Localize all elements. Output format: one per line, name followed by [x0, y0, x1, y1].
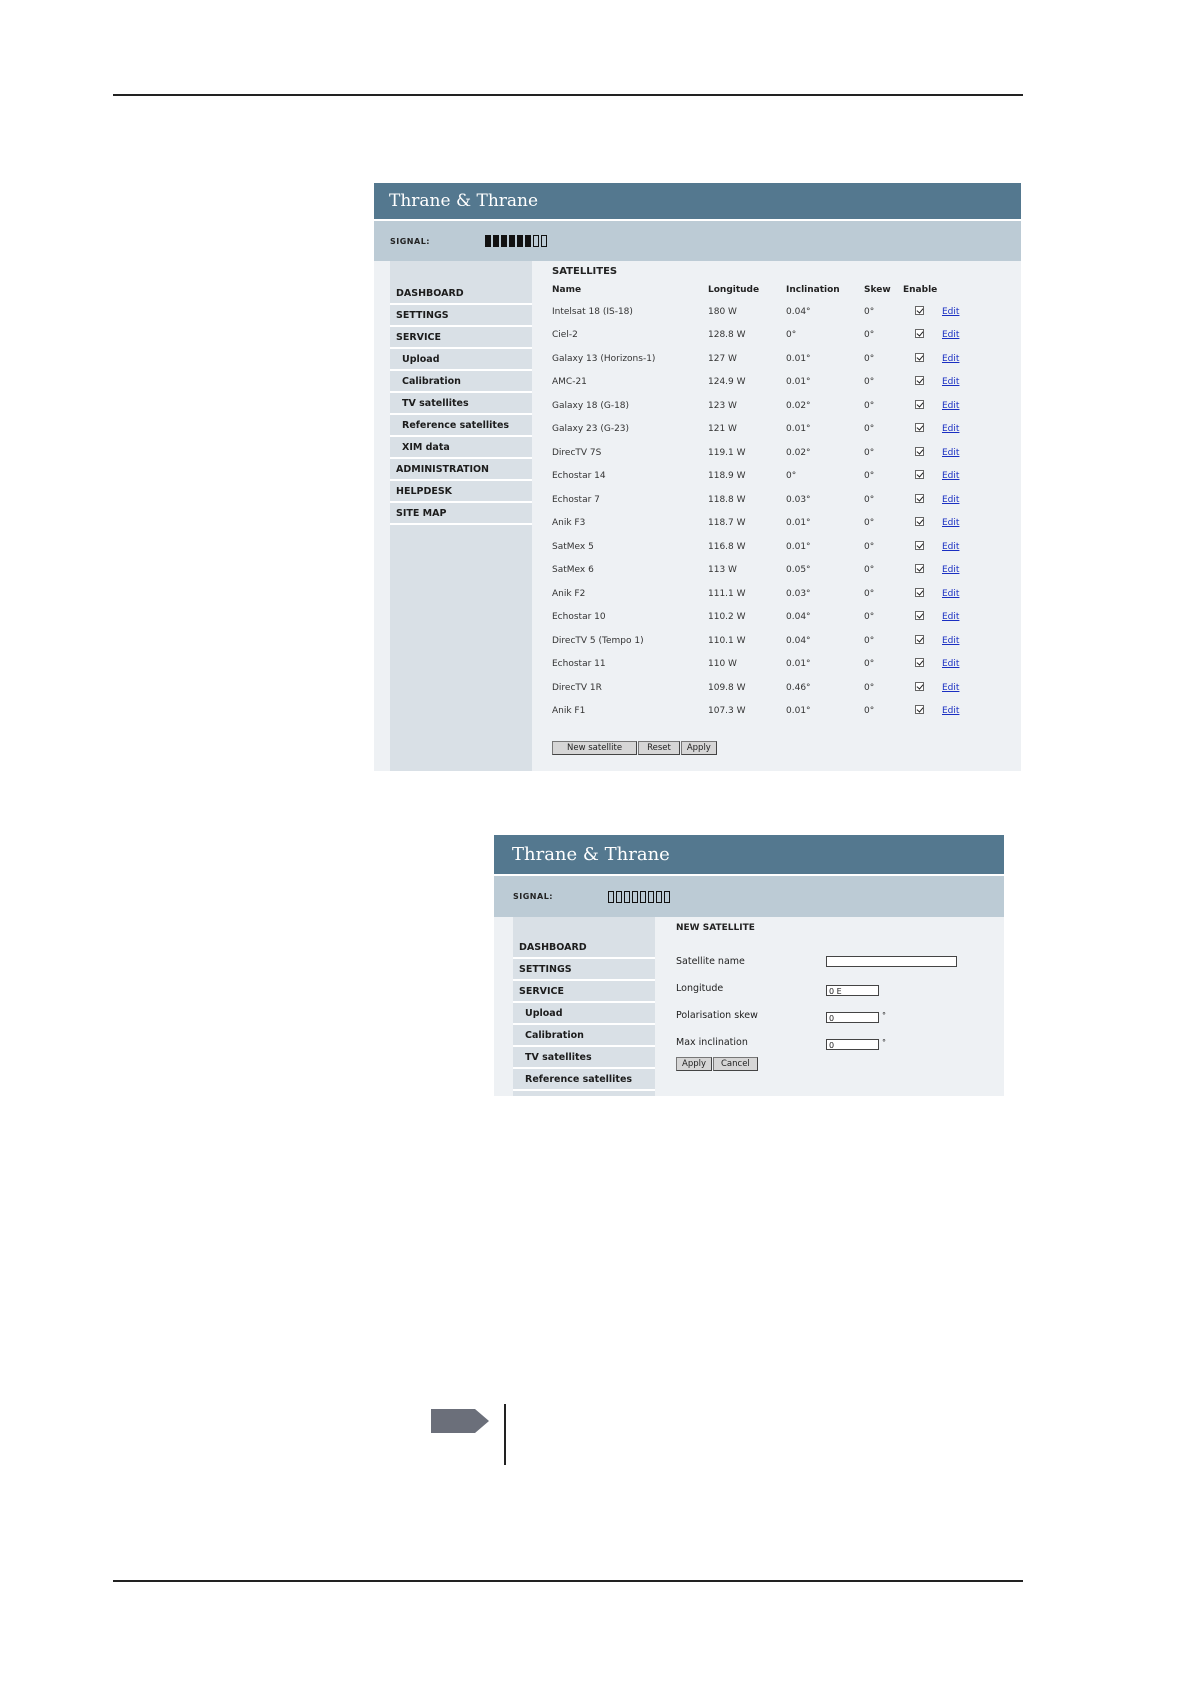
table-row	[552, 582, 982, 606]
enable-checkbox[interactable]	[915, 306, 924, 315]
cell-inclination: 0.46°	[786, 682, 811, 693]
cell-longitude: 119.1 W	[708, 447, 746, 458]
cell-edit	[942, 653, 982, 677]
enable-checkbox[interactable]	[915, 682, 924, 691]
column-header-name: Name	[552, 285, 582, 295]
signal-meter	[608, 891, 670, 903]
cell-inclination: 0.03°	[786, 494, 811, 505]
edit-link[interactable]: Edit	[942, 541, 960, 552]
table-row	[552, 653, 982, 677]
cell-enable	[903, 371, 942, 395]
sidebar-item-service[interactable]: SERVICE	[390, 327, 532, 349]
cell-name: DirecTV 7S	[552, 447, 602, 458]
edit-link[interactable]: Edit	[942, 306, 960, 317]
edit-link[interactable]: Edit	[942, 659, 960, 670]
apply-button[interactable]: Apply	[676, 1057, 712, 1071]
cell-enable	[903, 465, 942, 489]
table-header-row	[552, 280, 982, 300]
new-satellite-screenshot	[494, 835, 1004, 1096]
brand-logo-text: Thrane & Thrane	[389, 191, 539, 211]
cell-skew: 0°	[864, 588, 875, 599]
cell-skew: 0°	[864, 659, 875, 670]
cell-name: Echostar 14	[552, 471, 606, 482]
cell-edit	[942, 488, 982, 512]
cell-enable	[903, 676, 942, 700]
enable-checkbox[interactable]	[915, 517, 924, 526]
edit-link[interactable]: Edit	[942, 447, 960, 458]
cell-skew: 0°	[864, 471, 875, 482]
cell-name: Echostar 7	[552, 494, 600, 505]
cell-longitude: 123 W	[708, 400, 737, 411]
signal-bar	[494, 876, 1004, 917]
edit-link[interactable]: Edit	[942, 400, 960, 411]
longitude-input[interactable]: 0 E	[826, 985, 879, 996]
enable-checkbox[interactable]	[915, 494, 924, 503]
note-divider	[504, 1404, 506, 1465]
reset-button[interactable]: Reset	[638, 741, 680, 755]
cell-name: DirecTV 1R	[552, 682, 602, 693]
signal-block	[541, 235, 547, 247]
note-arrow-icon	[431, 1407, 491, 1435]
edit-link[interactable]: Edit	[942, 635, 960, 646]
edit-link[interactable]: Edit	[942, 494, 960, 505]
edit-link[interactable]: Edit	[942, 706, 960, 717]
enable-checkbox[interactable]	[915, 423, 924, 432]
apply-button[interactable]: Apply	[681, 741, 717, 755]
table-row	[552, 512, 982, 536]
cell-enable	[903, 394, 942, 418]
signal-label: SIGNAL:	[390, 236, 430, 246]
sidebar-nav	[513, 917, 655, 1096]
cell-edit	[942, 441, 982, 465]
max-inclination-label: Max inclination	[676, 1037, 748, 1048]
sidebar-item-reference-satellites[interactable]: Reference satellites	[513, 1069, 655, 1091]
cell-longitude: 110 W	[708, 659, 737, 670]
sidebar-item-xim-data[interactable]: XIM data	[390, 437, 532, 459]
cell-skew: 0°	[864, 353, 875, 364]
cell-enable	[903, 700, 942, 724]
sidebar-item-upload[interactable]: Upload	[390, 349, 532, 371]
satellites-table	[552, 280, 982, 723]
table-button-bar	[552, 741, 1012, 755]
cell-inclination: 0.05°	[786, 565, 811, 576]
cell-longitude: 109.8 W	[708, 682, 746, 693]
enable-checkbox[interactable]	[915, 470, 924, 479]
satellite-name-input[interactable]	[826, 956, 957, 967]
max-inclination-input[interactable]: 0	[826, 1039, 879, 1050]
longitude-label: Longitude	[676, 983, 724, 994]
cell-name: SatMex 5	[552, 541, 594, 552]
cell-inclination: 0.03°	[786, 588, 811, 599]
cell-edit	[942, 676, 982, 700]
sidebar-item-dashboard[interactable]: DASHBOARD	[390, 283, 532, 305]
signal-block	[493, 235, 499, 247]
brand-header	[494, 835, 1004, 874]
sidebar-item-helpdesk[interactable]: HELPDESK	[390, 481, 532, 503]
cell-longitude: 180 W	[708, 306, 737, 317]
signal-meter	[485, 235, 547, 247]
cancel-button[interactable]: Cancel	[713, 1057, 758, 1071]
cell-enable	[903, 559, 942, 583]
cell-skew: 0°	[864, 541, 875, 552]
cell-edit	[942, 324, 982, 348]
signal-block	[501, 235, 507, 247]
table-row	[552, 394, 982, 418]
satellites-content	[552, 266, 1012, 755]
cell-skew: 0°	[864, 518, 875, 529]
cell-longitude: 110.2 W	[708, 612, 746, 623]
cell-longitude: 118.7 W	[708, 518, 746, 529]
enable-checkbox[interactable]	[915, 658, 924, 667]
cell-inclination: 0°	[786, 330, 797, 341]
cell-skew: 0°	[864, 612, 875, 623]
polarisation-skew-label: Polarisation skew	[676, 1010, 758, 1021]
sidebar-item-upload[interactable]: Upload	[513, 1003, 655, 1025]
column-header-longitude: Longitude	[708, 285, 760, 295]
signal-block	[608, 891, 614, 903]
cell-skew: 0°	[864, 377, 875, 388]
cell-edit	[942, 629, 982, 653]
cell-enable	[903, 606, 942, 630]
section-title: SATELLITES	[552, 266, 618, 277]
sidebar-item-calibration[interactable]: Calibration	[390, 371, 532, 393]
enable-checkbox[interactable]	[915, 329, 924, 338]
cell-name: Galaxy 18 (G-18)	[552, 400, 630, 411]
satellites-screenshot	[374, 183, 1021, 771]
signal-block	[640, 891, 646, 903]
cell-enable	[903, 488, 942, 512]
brand-logo-text: Thrane & Thrane	[512, 844, 670, 865]
sidebar-item-calibration[interactable]: Calibration	[513, 1025, 655, 1047]
cell-inclination: 0.02°	[786, 447, 811, 458]
cell-inclination: 0.01°	[786, 518, 811, 529]
signal-block	[509, 235, 515, 247]
edit-link[interactable]: Edit	[942, 353, 960, 364]
cell-inclination: 0.04°	[786, 635, 811, 646]
cell-longitude: 121 W	[708, 424, 737, 435]
sidebar-item-tv-satellites[interactable]: TV satellites	[390, 393, 532, 415]
cell-edit	[942, 300, 982, 324]
enable-checkbox[interactable]	[915, 564, 924, 573]
cell-longitude: 116.8 W	[708, 541, 746, 552]
table-row	[552, 629, 982, 653]
form-title: NEW SATELLITE	[676, 923, 755, 933]
table-row	[552, 324, 982, 348]
cell-longitude: 128.8 W	[708, 330, 746, 341]
sidebar-item-administration[interactable]: ADMINISTRATION	[390, 459, 532, 481]
form-button-bar	[676, 1057, 758, 1071]
cell-enable	[903, 535, 942, 559]
edit-link[interactable]: Edit	[942, 518, 960, 529]
cell-edit	[942, 582, 982, 606]
edit-link[interactable]: Edit	[942, 565, 960, 576]
sidebar-nav	[390, 261, 532, 771]
cell-edit	[942, 465, 982, 489]
cell-name: Anik F1	[552, 706, 586, 717]
table-row	[552, 700, 982, 724]
edit-link[interactable]: Edit	[942, 471, 960, 482]
table-row	[552, 418, 982, 442]
cell-name: DirecTV 5 (Tempo 1)	[552, 635, 644, 646]
new-satellite-button[interactable]: New satellite	[552, 741, 637, 755]
bottom-rule	[113, 1580, 1023, 1582]
cell-inclination: 0.01°	[786, 353, 811, 364]
signal-block	[525, 235, 531, 247]
cell-inclination: 0.02°	[786, 400, 811, 411]
cell-name: AMC-21	[552, 377, 587, 388]
cell-name: Ciel-2	[552, 330, 578, 341]
signal-block	[533, 235, 539, 247]
sidebar-item-settings[interactable]: SETTINGS	[390, 305, 532, 327]
edit-link[interactable]: Edit	[942, 330, 960, 341]
enable-checkbox[interactable]	[915, 705, 924, 714]
cell-name: Echostar 10	[552, 612, 606, 623]
cell-enable	[903, 582, 942, 606]
edit-link[interactable]: Edit	[942, 588, 960, 599]
column-header-inclination: Inclination	[786, 285, 840, 295]
cell-inclination: 0.01°	[786, 659, 811, 670]
sidebar-item-site-map[interactable]: SITE MAP	[390, 503, 532, 525]
cell-edit	[942, 606, 982, 630]
table-row	[552, 347, 982, 371]
cell-name: SatMex 6	[552, 565, 594, 576]
sidebar-item-settings[interactable]: SETTINGS	[513, 959, 655, 981]
table-row	[552, 535, 982, 559]
cell-edit	[942, 347, 982, 371]
cell-longitude: 107.3 W	[708, 706, 746, 717]
cell-skew: 0°	[864, 635, 875, 646]
cell-skew: 0°	[864, 447, 875, 458]
enable-checkbox[interactable]	[915, 447, 924, 456]
table-row	[552, 559, 982, 583]
edit-link[interactable]: Edit	[942, 612, 960, 623]
edit-link[interactable]: Edit	[942, 424, 960, 435]
table-row	[552, 465, 982, 489]
sidebar-item-dashboard[interactable]: DASHBOARD	[513, 937, 655, 959]
enable-checkbox[interactable]	[915, 541, 924, 550]
cell-edit	[942, 418, 982, 442]
cell-inclination: 0.01°	[786, 541, 811, 552]
cell-skew: 0°	[864, 306, 875, 317]
cell-longitude: 127 W	[708, 353, 737, 364]
edit-link[interactable]: Edit	[942, 682, 960, 693]
cell-edit	[942, 371, 982, 395]
cell-skew: 0°	[864, 706, 875, 717]
enable-checkbox[interactable]	[915, 400, 924, 409]
enable-checkbox[interactable]	[915, 353, 924, 362]
cell-edit	[942, 700, 982, 724]
cell-enable	[903, 324, 942, 348]
column-header-enable: Enable	[903, 285, 938, 295]
table-row	[552, 300, 982, 324]
skew-unit: °	[882, 1011, 886, 1020]
cell-inclination: 0.01°	[786, 706, 811, 717]
signal-block	[656, 891, 662, 903]
cell-edit	[942, 394, 982, 418]
enable-checkbox[interactable]	[915, 611, 924, 620]
cell-inclination: 0.01°	[786, 377, 811, 388]
cell-enable	[903, 441, 942, 465]
cell-skew: 0°	[864, 682, 875, 693]
signal-label: SIGNAL:	[513, 892, 553, 901]
cell-longitude: 113 W	[708, 565, 737, 576]
new-satellite-form	[676, 923, 996, 1093]
cell-name: Echostar 11	[552, 659, 606, 670]
cell-name: Anik F2	[552, 588, 586, 599]
cell-enable	[903, 347, 942, 371]
cell-name: Galaxy 13 (Horizons-1)	[552, 353, 656, 364]
cell-enable	[903, 653, 942, 677]
sidebar-item-tv-satellites[interactable]: TV satellites	[513, 1047, 655, 1069]
cell-edit	[942, 512, 982, 536]
sidebar-item-reference-satellites[interactable]: Reference satellites	[390, 415, 532, 437]
brand-header	[374, 183, 1021, 219]
sidebar-item-service[interactable]: SERVICE	[513, 981, 655, 1003]
cell-name: Intelsat 18 (IS-18)	[552, 306, 633, 317]
signal-block	[664, 891, 670, 903]
cell-name: Galaxy 23 (G-23)	[552, 424, 630, 435]
cell-edit	[942, 535, 982, 559]
cell-longitude: 110.1 W	[708, 635, 746, 646]
table-row	[552, 676, 982, 700]
inclination-unit: °	[882, 1038, 886, 1047]
cell-enable	[903, 512, 942, 536]
cell-longitude: 118.8 W	[708, 494, 746, 505]
cell-inclination: 0.04°	[786, 306, 811, 317]
enable-checkbox[interactable]	[915, 588, 924, 597]
cell-skew: 0°	[864, 400, 875, 411]
cell-skew: 0°	[864, 565, 875, 576]
signal-block	[616, 891, 622, 903]
cell-name: Anik F3	[552, 518, 586, 529]
cell-skew: 0°	[864, 494, 875, 505]
cell-enable	[903, 300, 942, 324]
cell-longitude: 124.9 W	[708, 377, 746, 388]
cell-skew: 0°	[864, 424, 875, 435]
signal-block	[632, 891, 638, 903]
cell-longitude: 111.1 W	[708, 588, 746, 599]
edit-link[interactable]: Edit	[942, 377, 960, 388]
signal-block	[517, 235, 523, 247]
enable-checkbox[interactable]	[915, 376, 924, 385]
cell-longitude: 118.9 W	[708, 471, 746, 482]
polarisation-skew-input[interactable]: 0	[826, 1012, 879, 1023]
cell-inclination: 0.04°	[786, 612, 811, 623]
table-row	[552, 441, 982, 465]
table-row	[552, 371, 982, 395]
signal-block	[485, 235, 491, 247]
signal-block	[624, 891, 630, 903]
table-row	[552, 488, 982, 512]
column-header-skew: Skew	[864, 285, 891, 295]
satellite-name-label: Satellite name	[676, 956, 745, 967]
cell-inclination: 0.01°	[786, 424, 811, 435]
cell-enable	[903, 418, 942, 442]
cell-inclination: 0°	[786, 471, 797, 482]
top-rule	[113, 94, 1023, 96]
cell-enable	[903, 629, 942, 653]
signal-block	[648, 891, 654, 903]
column-header-edit	[942, 280, 982, 300]
cell-skew: 0°	[864, 330, 875, 341]
cell-edit	[942, 559, 982, 583]
signal-bar	[374, 221, 1021, 261]
table-row	[552, 606, 982, 630]
enable-checkbox[interactable]	[915, 635, 924, 644]
